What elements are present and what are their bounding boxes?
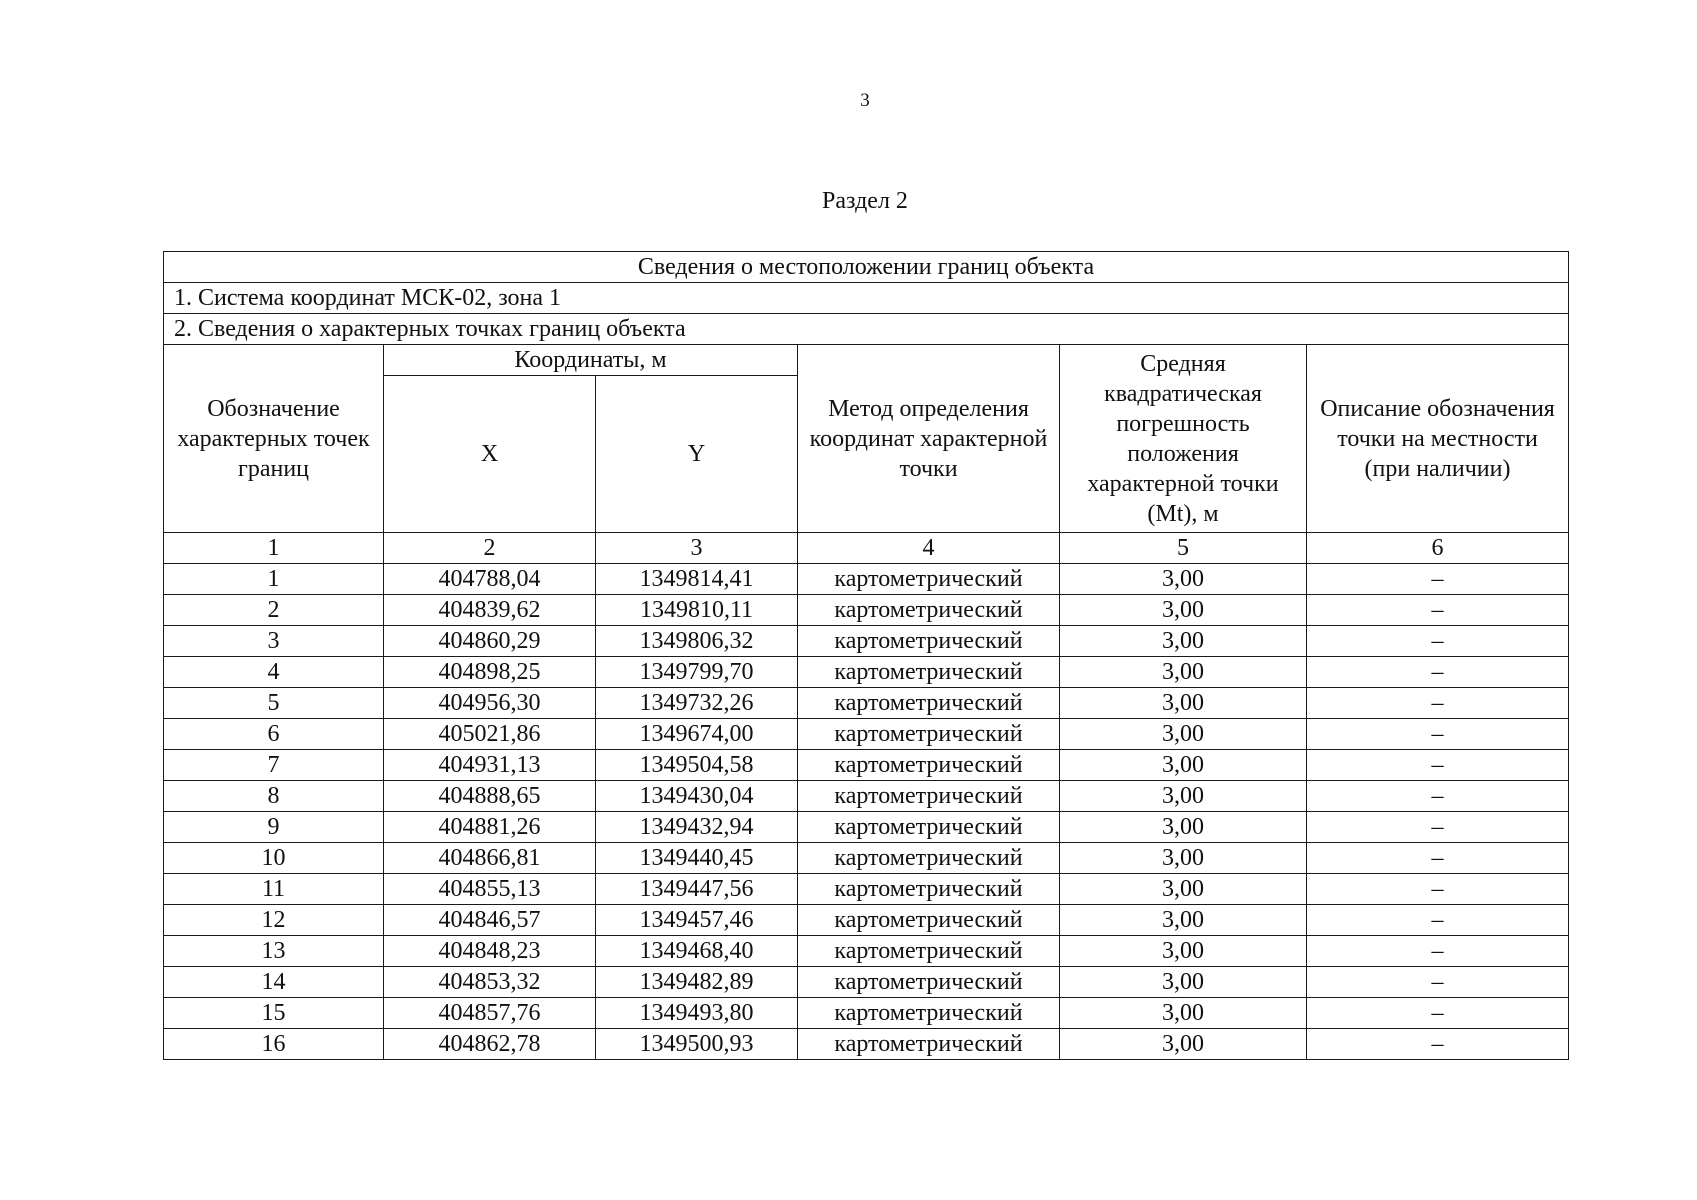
cell-x: 404788,04 [384,564,596,595]
cell-description: – [1307,936,1569,967]
cell-description: – [1307,905,1569,936]
cell-method: картометрический [798,781,1060,812]
cell-point-number: 2 [164,595,384,626]
cell-x: 404881,26 [384,812,596,843]
table-row [164,657,1569,688]
cell-y: 1349468,40 [596,936,798,967]
table-row [164,1029,1569,1060]
cell-point-number: 9 [164,812,384,843]
cell-mt: 3,00 [1060,874,1307,905]
coord-system-row [164,283,1569,314]
boundary-points-table [163,251,1569,1060]
cell-point-number: 12 [164,905,384,936]
cell-description: – [1307,626,1569,657]
cell-method: картометрический [798,719,1060,750]
header-coordinates: Координаты, м [384,345,798,376]
cell-point-number: 8 [164,781,384,812]
cell-y: 1349732,26 [596,688,798,719]
table-row [164,750,1569,781]
cell-x: 404898,25 [384,657,596,688]
table-row [164,967,1569,998]
cell-method: картометрический [798,688,1060,719]
table-row [164,781,1569,812]
cell-x: 404862,78 [384,1029,596,1060]
cell-point-number: 14 [164,967,384,998]
cell-x: 404866,81 [384,843,596,874]
column-number: 3 [596,533,798,564]
table-row [164,688,1569,719]
table-row [164,626,1569,657]
cell-description: – [1307,781,1569,812]
cell-x: 404846,57 [384,905,596,936]
cell-mt: 3,00 [1060,564,1307,595]
cell-mt: 3,00 [1060,719,1307,750]
points-header: 2. Сведения о характерных точках границ объекта [164,314,1569,345]
cell-x: 404839,62 [384,595,596,626]
column-number: 5 [1060,533,1307,564]
cell-mt: 3,00 [1060,750,1307,781]
cell-method: картометрический [798,874,1060,905]
column-number: 6 [1307,533,1569,564]
cell-y: 1349493,80 [596,998,798,1029]
cell-method: картометрический [798,1029,1060,1060]
cell-method: картометрический [798,843,1060,874]
cell-point-number: 11 [164,874,384,905]
cell-mt: 3,00 [1060,843,1307,874]
cell-point-number: 15 [164,998,384,1029]
cell-y: 1349806,32 [596,626,798,657]
cell-point-number: 7 [164,750,384,781]
header-row-1 [164,345,1569,376]
points-header-row [164,314,1569,345]
cell-y: 1349810,11 [596,595,798,626]
cell-y: 1349814,41 [596,564,798,595]
cell-y: 1349500,93 [596,1029,798,1060]
cell-point-number: 4 [164,657,384,688]
cell-point-number: 3 [164,626,384,657]
cell-y: 1349504,58 [596,750,798,781]
cell-y: 1349447,56 [596,874,798,905]
table-row [164,595,1569,626]
cell-description: – [1307,967,1569,998]
column-number: 4 [798,533,1060,564]
column-number: 2 [384,533,596,564]
column-numbers-row [164,533,1569,564]
cell-x: 405021,86 [384,719,596,750]
cell-y: 1349674,00 [596,719,798,750]
cell-y: 1349432,94 [596,812,798,843]
table-row [164,812,1569,843]
table-row [164,905,1569,936]
cell-y: 1349482,89 [596,967,798,998]
cell-point-number: 10 [164,843,384,874]
header-designation: Обозначение характерных точек границ [164,345,384,533]
cell-point-number: 5 [164,688,384,719]
cell-description: – [1307,750,1569,781]
cell-x: 404860,29 [384,626,596,657]
cell-description: – [1307,1029,1569,1060]
cell-description: – [1307,564,1569,595]
cell-y: 1349799,70 [596,657,798,688]
cell-method: картометрический [798,750,1060,781]
table-title: Сведения о местоположении границ объекта [164,252,1569,283]
cell-x: 404857,76 [384,998,596,1029]
cell-method: картометрический [798,595,1060,626]
table-row [164,564,1569,595]
header-x: X [384,376,596,533]
cell-description: – [1307,998,1569,1029]
cell-mt: 3,00 [1060,967,1307,998]
cell-mt: 3,00 [1060,905,1307,936]
cell-x: 404956,30 [384,688,596,719]
cell-mt: 3,00 [1060,1029,1307,1060]
cell-description: – [1307,595,1569,626]
table-title-row [164,252,1569,283]
cell-method: картометрический [798,626,1060,657]
cell-description: – [1307,843,1569,874]
cell-mt: 3,00 [1060,595,1307,626]
cell-method: картометрический [798,905,1060,936]
table-row [164,936,1569,967]
table-row [164,998,1569,1029]
cell-method: картометрический [798,967,1060,998]
cell-mt: 3,00 [1060,998,1307,1029]
cell-y: 1349457,46 [596,905,798,936]
table-row [164,719,1569,750]
cell-x: 404853,32 [384,967,596,998]
cell-description: – [1307,719,1569,750]
cell-x: 404855,13 [384,874,596,905]
column-number: 1 [164,533,384,564]
cell-y: 1349430,04 [596,781,798,812]
cell-x: 404888,65 [384,781,596,812]
cell-x: 404931,13 [384,750,596,781]
cell-method: картометрический [798,812,1060,843]
cell-description: – [1307,657,1569,688]
cell-point-number: 1 [164,564,384,595]
page-number: 3 [860,90,870,111]
header-y: Y [596,376,798,533]
cell-mt: 3,00 [1060,688,1307,719]
header-description: Описание обозначения точки на местности (при наличии) [1307,345,1569,533]
cell-point-number: 6 [164,719,384,750]
cell-mt: 3,00 [1060,812,1307,843]
cell-point-number: 16 [164,1029,384,1060]
cell-method: картометрический [798,936,1060,967]
cell-mt: 3,00 [1060,657,1307,688]
cell-mt: 3,00 [1060,781,1307,812]
cell-description: – [1307,874,1569,905]
header-method: Метод определения координат характерной точки [798,345,1060,533]
cell-method: картометрический [798,998,1060,1029]
cell-method: картометрический [798,564,1060,595]
cell-mt: 3,00 [1060,936,1307,967]
cell-point-number: 13 [164,936,384,967]
cell-description: – [1307,688,1569,719]
cell-method: картометрический [798,657,1060,688]
table-row [164,843,1569,874]
section-title: Раздел 2 [822,188,908,214]
cell-y: 1349440,45 [596,843,798,874]
cell-x: 404848,23 [384,936,596,967]
header-error: Средняя квадратическая погрешность положения характерной точки (Mt), м [1060,345,1307,533]
table-row [164,874,1569,905]
cell-description: – [1307,812,1569,843]
cell-mt: 3,00 [1060,626,1307,657]
coord-system: 1. Система координат МСК-02, зона 1 [164,283,1569,314]
